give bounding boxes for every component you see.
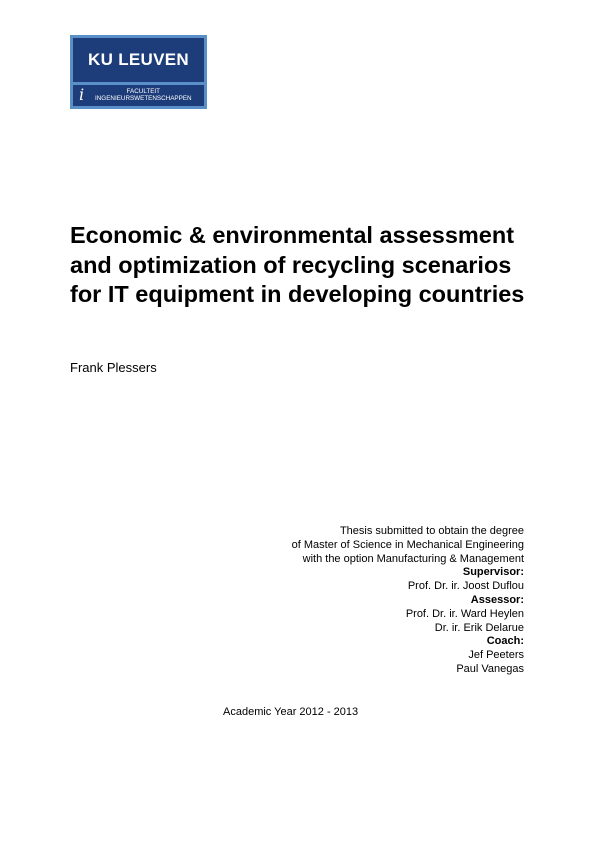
logo-name: KU LEUVEN bbox=[88, 50, 189, 69]
assessor-name-1: Prof. Dr. ir. Ward Heylen bbox=[405, 607, 524, 620]
degree-line-3: with the option Manufacturing & Management bbox=[302, 552, 524, 565]
supervisor-label: Supervisor: bbox=[462, 566, 524, 579]
author-name: Frank Plessers bbox=[70, 360, 157, 375]
faculty-i-icon: i bbox=[79, 85, 85, 104]
thesis-info bbox=[292, 525, 524, 677]
logo-name-box bbox=[73, 38, 204, 82]
coach-name-2: Paul Vanegas bbox=[456, 662, 524, 675]
assessor-name-2: Dr. ir. Erik Delarue bbox=[434, 621, 524, 634]
ku-leuven-logo bbox=[70, 35, 207, 109]
degree-line-2: of Master of Science in Mechanical Engineering bbox=[291, 538, 524, 551]
degree-line-1: Thesis submitted to obtain the degree bbox=[339, 525, 524, 537]
coach-name-1: Jef Peeters bbox=[468, 649, 524, 662]
thesis-title: Economic & environmental assessment and optimization of recycling scenarios for IT equipment in developing countries bbox=[70, 222, 525, 307]
faculty-name: FACULTEIT INGENIEURSWETENSCHAPPEN bbox=[95, 88, 192, 103]
supervisor-name: Prof. Dr. ir. Joost Duflou bbox=[407, 580, 524, 593]
assessor-label: Assessor: bbox=[470, 593, 524, 606]
coach-label: Coach: bbox=[486, 635, 524, 648]
academic-year: Academic Year 2012 - 2013 bbox=[223, 706, 359, 718]
logo-faculty-box bbox=[73, 85, 204, 106]
